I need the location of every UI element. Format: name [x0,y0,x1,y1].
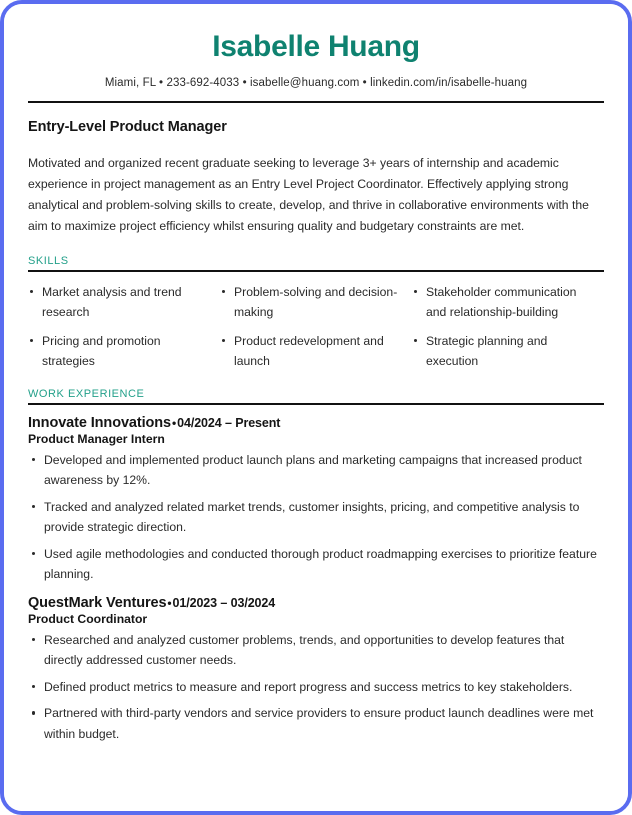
page-title: Isabelle Huang [212,30,420,63]
job-entry-2 [28,595,604,745]
job-bullets-1 [28,450,604,585]
list-item: Stakeholder communication and relationship-building [412,282,590,323]
professional-headline: Entry-Level Product Manager [28,119,227,135]
list-item: Developed and implemented product launch plans and marketing campaigns that increased product awareness by 12%. [28,450,604,491]
skills-divider [28,270,604,272]
list-item: Used agile methodologies and conducted thorough product roadmapping exercises to prioritize feature planning. [28,544,604,585]
list-item: Researched and analyzed customer problems, trends, and opportunities to develop features that directly addressed customer needs. [28,630,604,671]
professional-summary: Motivated and organized recent graduate seeking to leverage 3+ years of internship and academic experience in project management as an Entry Level Project Coordinator. Effectively applying strong analytical and problem-solving skills to create, develop, and thrive in collaborative environments with the aim to maximize project efficiency whilst ensuring quality and budgetary constraints are met. [28,156,589,233]
resume-document [4,4,628,811]
list-item: Strategic planning and execution [412,331,590,372]
job-role-2: Product Coordinator [28,611,148,626]
job-company-2: QuestMark Ventures [28,594,167,611]
skills-list-3 [412,282,590,372]
work-experience-section-title: WORK EXPERIENCE [28,387,145,400]
list-item: Pricing and promotion strategies [28,331,206,372]
job-entry-1 [28,415,604,585]
list-item: Partnered with third-party vendors and service providers to ensure product launch deadlines were met within budget. [28,703,604,744]
skills-list-1 [28,282,206,372]
skills-column-3 [412,282,604,380]
contact-line: Miami, FL • 233-692-4033 • isabelle@huang.com • linkedin.com/in/isabelle-huang [104,77,528,89]
job-dates-2: 01/2023 – 03/2024 [172,595,276,610]
job-bullets-2 [28,630,604,745]
list-item: Tracked and analyzed related market trends, customer insights, pricing, and competitive analysis to provide strategic direction. [28,497,604,538]
job-separator-1: • [172,415,177,430]
work-experience-divider [28,403,604,405]
list-item: Defined product metrics to measure and report progress and success metrics to key stakeholders. [28,677,604,698]
job-role-1: Product Manager Intern [28,431,165,446]
job-company-1: Innovate Innovations [28,414,172,431]
skills-section-title: SKILLS [28,254,69,267]
job-dates-1: 04/2024 – Present [177,415,281,430]
list-item: Market analysis and trend research [28,282,206,323]
list-item: Product redevelopment and launch [220,331,398,372]
skills-column-1 [28,282,220,380]
skills-column-2 [220,282,412,380]
job-separator-2: • [167,595,172,610]
work-experience-section [28,388,604,745]
job-header-2 [28,595,604,611]
header-divider [28,101,604,103]
skills-columns [28,282,604,380]
skills-section [28,255,604,380]
skills-list-2 [220,282,398,372]
job-header-1 [28,415,604,431]
list-item: Problem-solving and decision-making [220,282,398,323]
